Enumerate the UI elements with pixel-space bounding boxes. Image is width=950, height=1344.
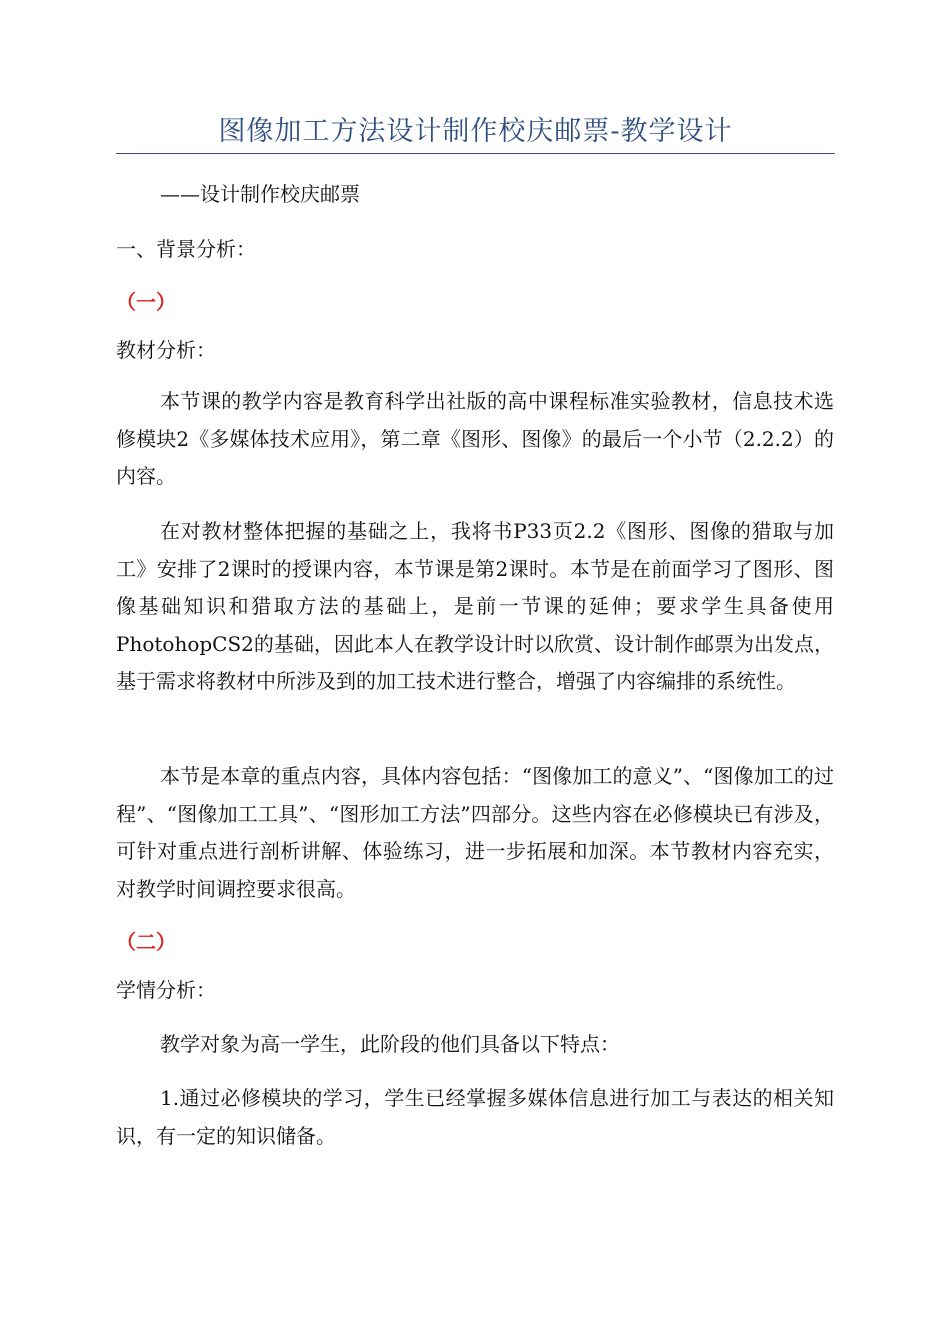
paragraph-textbook-1: 本节课的教学内容是教育科学出社版的高中课程标准实验教材，信息技术选修模块2《多媒体技术应用》，第二章《图形、图像》的最后一个小节（2.2.2）的内容。	[116, 389, 834, 488]
document-subtitle: ——设计制作校庆邮票	[160, 182, 360, 206]
section-heading-background: 一、背景分析：	[116, 237, 256, 261]
paragraph-student-2: 1.通过必修模块的学习，学生已经掌握多媒体信息进行加工与表达的相关知识，有一定的知识储备。	[116, 1086, 834, 1148]
section-marker-two: （二）	[116, 930, 176, 954]
paragraph-textbook-2: 在对教材整体把握的基础之上，我将书P33页2.2《图形、图像的猎取与加工》安排了2课时的授课内容，本节课是第2课时。本节是在前面学习了图形、图像基础知识和猎取方法的基础上，是前一节课的延伸；要求学生具备使用PhotohopCS2的基础，因此本人在教学设计时以欣赏、设计制作邮票为出发点，基于需求将教材中所涉及到的加工技术进行整合，增强了内容编排的系统性。	[116, 519, 834, 693]
section-marker-one: （一）	[116, 290, 176, 314]
document-title: 图像加工方法设计制作校庆邮票-教学设计	[218, 116, 733, 147]
paragraph-student-1: 教学对象为高一学生，此阶段的他们具备以下特点：	[160, 1032, 620, 1056]
subheading-textbook-analysis: 教材分析：	[116, 338, 216, 362]
subheading-student-analysis: 学情分析：	[116, 978, 216, 1002]
paragraph-textbook-3: 本节是本章的重点内容，具体内容包括：“图像加工的意义”、“图像加工的过程”、“图像加工工具”、“图形加工方法”四部分。这些内容在必修模块已有涉及，可针对重点进行剖析讲解、体验练习，进一步拓展和加深。本节教材内容充实，对教学时间调控要求很高。	[116, 764, 834, 901]
title-underline	[116, 153, 835, 154]
